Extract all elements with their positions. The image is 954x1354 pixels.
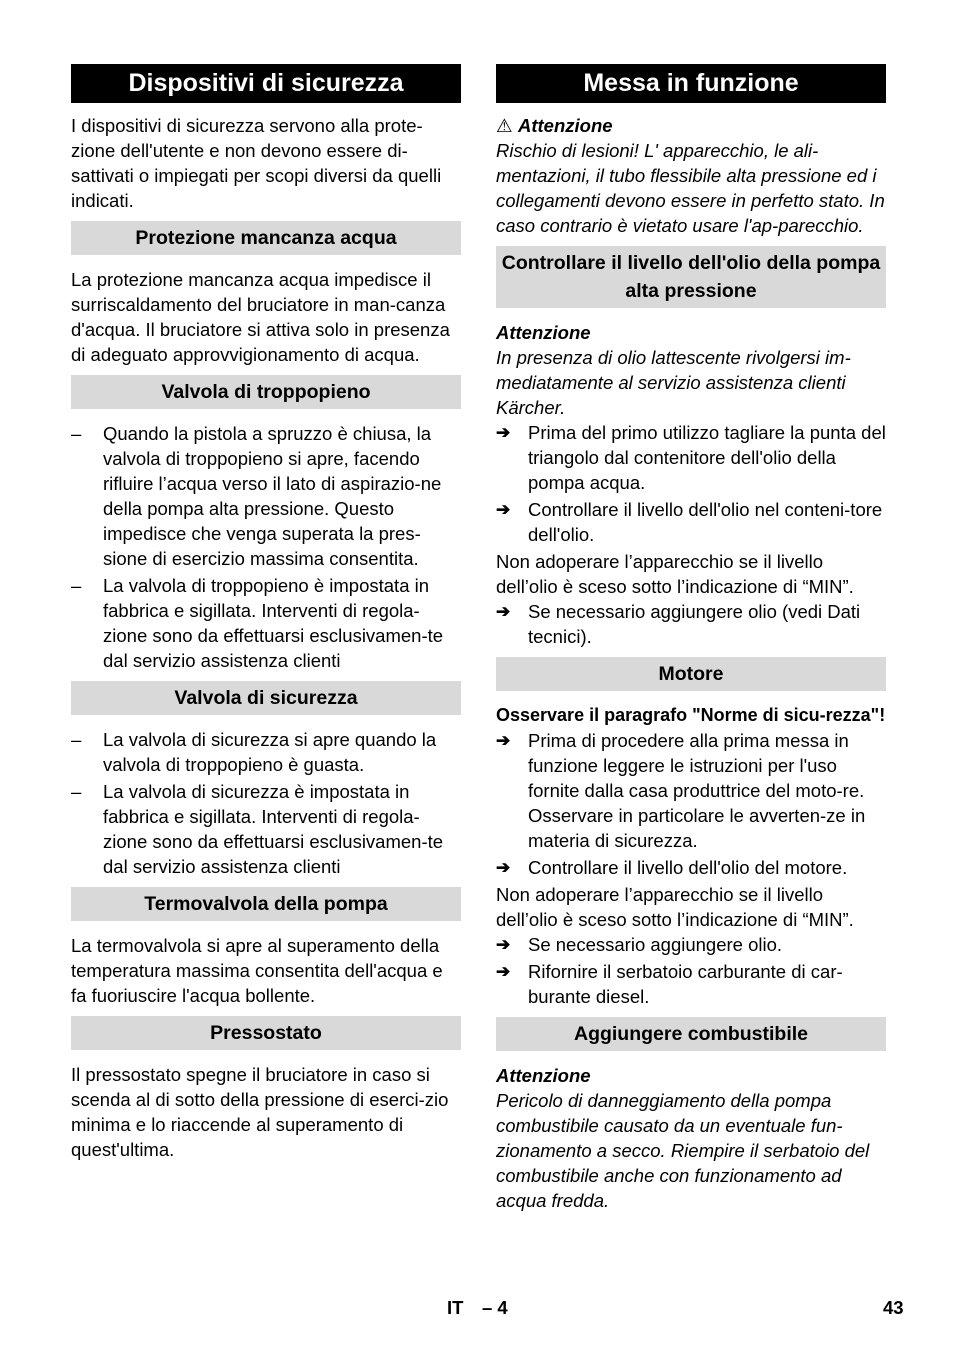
fuel-note-text: Pericolo di danneggiamento della pompa combustibile causato da un eventuale fun-zionamento a secco. Riempire il serbatoio del combustibile anche con funzionamento ad acqua fredda.	[496, 1090, 870, 1211]
motor-oil-text: Non adoperare l’apparecchio se il livello dell’olio è sceso sotto l’indicazione di “MIN”.	[496, 884, 854, 930]
safety-valve-list	[71, 727, 461, 879]
fuel-note-heading: Attenzione	[496, 1065, 591, 1086]
dash-bullet-icon: –	[71, 729, 82, 750]
subsection-title-add-fuel: Aggiungere combustibile	[496, 1017, 886, 1051]
footer-language: IT	[447, 1297, 464, 1318]
arrow-right-icon: ➔	[496, 962, 511, 981]
list-item: ➔ Prima del primo utilizzo tagliare la punta del triangolo dal contenitore dell'olio della pompa acqua.	[496, 422, 886, 493]
subsection-title-thermo-valve: Termovalvola della pompa	[71, 887, 461, 921]
list-item: – La valvola di sicurezza è impostata in fabbrica e sigillata. Interventi di regola-zione sono da effettuarsi esclusivamen-te dal servizio assistenza clienti	[71, 781, 444, 877]
arrow-right-icon: ➔	[496, 602, 511, 621]
page-number: 43	[883, 1297, 904, 1318]
arrow-right-icon: ➔	[496, 731, 511, 750]
list-item: ➔ Prima di procedere alla prima messa in funzione leggere le istruzioni per l'uso fornite dalla casa produttrice del moto-re. Osservare in particolare le avverten-ze in materia di sicurezza.	[496, 730, 866, 851]
subsection-title-pressostat: Pressostato	[71, 1016, 461, 1050]
motor-steps-list	[496, 728, 886, 880]
motor-note: Osservare il paragrafo "Norme di sicu-rezza"!	[496, 705, 886, 725]
arrow-right-icon: ➔	[496, 500, 511, 519]
oil-level-text: Non adoperare l’apparecchio se il livello dell’olio è sceso sotto l’indicazione di “MIN”.	[496, 551, 854, 597]
footer-section-number: – 4	[482, 1297, 508, 1318]
list-item: ➔ Rifornire il serbatoio carburante di car-burante diesel.	[496, 961, 843, 1007]
list-item: – La valvola di sicurezza si apre quando la valvola di troppopieno è guasta.	[71, 729, 437, 775]
list-item: ➔ Se necessario aggiungere olio (vedi Dati tecnici).	[496, 601, 861, 647]
list-item: – Quando la pistola a spruzzo è chiusa, la valvola di troppopieno si apre, facendo rifluire l’acqua verso il lato di aspirazio-ne della pompa alta pressione. Questo impedisce che venga superata la pres-sione di esercizio massima consentita.	[71, 423, 442, 569]
safety-intro-text: I dispositivi di sicurezza servono alla prote-zione dell'utente e non devono essere di-sattivati o impiegati per scopi diversi da quelli indicati.	[71, 115, 442, 211]
subsection-title-motor: Motore	[496, 657, 886, 691]
overflow-valve-list	[71, 421, 461, 673]
motor-steps-list-2	[496, 932, 886, 1009]
pressostat-text: Il pressostato spegne il bruciatore in caso si scenda al di sotto della pressione di eserci-zio minima e lo riaccende al superamento di quest'ultima.	[71, 1064, 449, 1160]
list-item: – La valvola di troppopieno è impostata in fabbrica e sigillata. Interventi di regola-zione sono da effettuarsi esclusivamen-te dal servizio assistenza clienti	[71, 575, 444, 671]
subsection-title-water-protection: Protezione mancanza acqua	[71, 221, 461, 255]
water-protection-text: La protezione mancanza acqua impedisce il surriscaldamento del bruciatore in man-canza d'acqua. Il bruciatore si attiva solo in presenza di adeguato approvvigionamento di acqua.	[71, 269, 450, 365]
oil-note-text: In presenza di olio lattescente rivolgersi im-mediatamente al servizio assistenza clienti Kärcher.	[496, 347, 851, 418]
oil-note-heading: Attenzione	[496, 322, 591, 343]
subsection-title-overflow-valve: Valvola di troppopieno	[71, 375, 461, 409]
list-item: ➔ Se necessario aggiungere olio.	[496, 934, 783, 955]
warning-text: Rischio di lesioni! L' apparecchio, le ali-mentazioni, il tubo flessibile alta pressione ed i collegamenti devono essere in perfetto stato. In caso contrario è vietato usare l'ap-parecchio.	[496, 140, 885, 236]
warning-heading: ⚠ Attenzione	[496, 115, 613, 136]
section-title-start-up: Messa in funzione	[496, 64, 886, 103]
oil-steps-list-2	[496, 599, 886, 649]
left-column	[71, 64, 461, 1162]
arrow-right-icon: ➔	[496, 858, 511, 877]
section-title-safety-devices: Dispositivi di sicurezza	[71, 64, 461, 103]
arrow-right-icon: ➔	[496, 423, 511, 442]
oil-steps-list	[496, 420, 886, 547]
warning-triangle-icon: ⚠	[496, 115, 513, 136]
dash-bullet-icon: –	[71, 781, 82, 802]
dash-bullet-icon: –	[71, 423, 82, 444]
list-item: ➔ Controllare il livello dell'olio del motore.	[496, 857, 848, 878]
subsection-title-safety-valve: Valvola di sicurezza	[71, 681, 461, 715]
dash-bullet-icon: –	[71, 575, 82, 596]
subsection-title-pump-oil: Controllare il livello dell'olio della pompa alta pressione	[496, 246, 886, 308]
arrow-right-icon: ➔	[496, 935, 511, 954]
thermo-valve-text: La termovalvola si apre al superamento della temperatura massima consentita dell'acqua e fa fuoriuscire l'acqua bollente.	[71, 935, 443, 1006]
list-item: ➔ Controllare il livello dell'olio nel conteni-tore dell'olio.	[496, 499, 883, 545]
right-column	[496, 64, 886, 1213]
